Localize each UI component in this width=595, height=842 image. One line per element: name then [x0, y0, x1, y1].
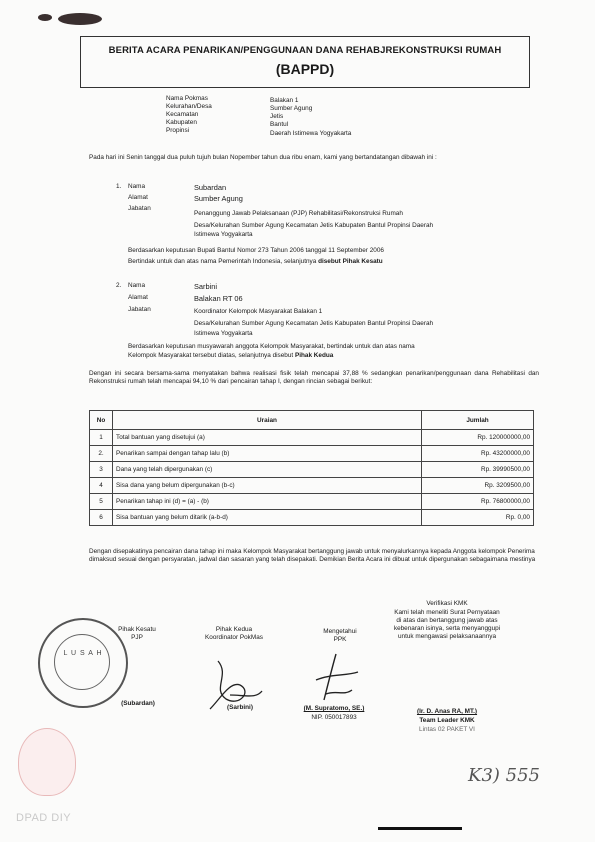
column-header: Jumlah: [422, 411, 534, 430]
row-description: Penarikan sampai dengan tahap lalu (b): [113, 446, 422, 462]
party-role: [128, 352, 333, 360]
party-role: [128, 258, 383, 266]
table-row: [90, 430, 534, 446]
party-address: Balakan RT 06: [194, 294, 243, 303]
document-abbreviation: (BAPPD): [275, 61, 335, 77]
party-role-text: Kelompok Masyarakat tersebut diatas, selanjutnya disebut: [128, 352, 295, 359]
signature-name: (Subardan): [121, 700, 155, 707]
archive-logo: [18, 728, 76, 796]
table-row: [90, 510, 534, 526]
identity-value: Balakan 1: [270, 97, 299, 104]
party-decree: Berdasarkan keputusan musyawarah anggota Kelompok Masyarakat, bertindak untuk dan atas nama: [128, 343, 415, 350]
field-label: Alamat: [128, 294, 148, 301]
bottom-bar: [378, 827, 462, 830]
realization-paragraph: Dengan ini secara bersama-sama menyatakan bahwa realisasi fisik telah mencapai 37,88 % sedangkan penarikan/penggunaan dana Rehabilitasi dan Rekonstruksi rumah telah mencapai 94,10 % dari pencairan tahap I, dengan rincian sebagai berikut:: [89, 370, 539, 385]
table-row: [90, 478, 534, 494]
field-label: Nama: [128, 183, 146, 190]
party-decree: Berdasarkan keputusan Bupati Bantul Nomor 273 Tahun 2006 tanggal 11 September 2006: [128, 247, 384, 254]
row-amount: Rp. 3209500,00: [422, 478, 534, 494]
table-row: [90, 494, 534, 510]
field-label: Jabatan: [128, 306, 151, 313]
row-description: Sisa bantuan yang belum ditarik (a-b-d): [113, 510, 422, 526]
row-description: Penarikan tahap ini (d) = (a) - (b): [113, 494, 422, 510]
closing-paragraph: Dengan disepakatinya pencairan dana tahap ini maka Kelompok Masyarakat bertanggung jawab untuk menyalurkannya kepada Anggota kelompok Penerima dimaksud sesuai dengan persyaratan, jadwal dan sasaran yang telah disepakati. Demikian Berita Acara ini dibuat untuk dipergunakan sebagaimana mestinya: [89, 548, 536, 563]
row-number: 3: [90, 462, 113, 478]
identity-value: Sumber Agung: [270, 105, 313, 112]
party-role-label: disebut Pihak Kesatu: [318, 258, 383, 265]
signature-block-kmk: [392, 600, 502, 641]
signature-title: Pihak Kedua: [215, 626, 253, 633]
signature-title: Mengetahui: [323, 628, 357, 635]
intro-paragraph: Pada hari ini Senin tanggal dua puluh tujuh bulan Nopember tahun dua ribu enam, kami yang bertandatangan dibawah ini :: [89, 154, 437, 161]
identity-label: Kecamatan: [166, 111, 199, 118]
field-label: Alamat: [128, 194, 148, 201]
signature-block-ppk: [300, 628, 380, 644]
archive-watermark: DPAD DIY: [16, 812, 72, 824]
row-number: 2.: [90, 446, 113, 462]
column-header: No: [90, 411, 113, 430]
row-amount: Rp. 120000000,00: [422, 430, 534, 446]
document-title: BERITA ACARA PENARIKAN/PENGGUNAAN DANA REHABJREKONSTRUKSI RUMAH: [108, 45, 502, 56]
party-name: Sarbini: [194, 282, 218, 291]
ink-smudge: [38, 14, 52, 21]
column-header: Uraian: [113, 411, 422, 430]
title-box: [80, 36, 530, 88]
signature-subtitle: PPK: [333, 636, 347, 643]
signature-nip: NIP. 050017893: [311, 714, 357, 721]
row-description: Dana yang telah dipergunakan (c): [113, 462, 422, 478]
party-position: Desa/Kelurahan Sumber Agung Kecamatan Jetis Kabupaten Bantul Propinsi Daerah: [194, 320, 434, 327]
stamp-inner-ring: [54, 634, 110, 690]
signature-subtitle: Koordinator PokMas: [205, 634, 263, 641]
row-number: 4: [90, 478, 113, 494]
handwritten-note: K3) 555: [468, 765, 540, 786]
identity-label: Propinsi: [166, 127, 190, 134]
stamp-text: L U S A H: [63, 650, 103, 657]
row-amount: Rp. 43200000,00: [422, 446, 534, 462]
party-role-text: Bertindak untuk dan atas nama Pemerintah Indonesia, selanjutnya: [128, 258, 319, 265]
party-position: Istimewa Yogyakarta: [194, 330, 253, 337]
row-number: 5: [90, 494, 113, 510]
table-header-row: [90, 411, 534, 430]
field-label: Nama: [128, 282, 146, 289]
party-position: Istimewa Yogyakarta: [194, 231, 253, 238]
row-description: Total bantuan yang disetujui (a): [113, 430, 422, 446]
party-role-label: Pihak Kedua: [294, 352, 334, 359]
identity-label: Kelurahan/Desa: [166, 103, 212, 110]
fund-table: [89, 410, 534, 526]
party-position: Penanggung Jawab Pelaksanaan (PJP) Rehabilitasi/Rekonstruksi Rumah: [194, 210, 403, 217]
handwritten-signature: [306, 650, 366, 706]
party-name: Subardan: [194, 183, 227, 192]
identity-value: Jetis: [270, 113, 284, 120]
row-amount: Rp. 0,00: [422, 510, 534, 526]
identity-label: Kabupaten: [166, 119, 197, 126]
row-number: 1: [90, 430, 113, 446]
signature-name: (Ir. D. Anas RA, MT.): [416, 708, 478, 715]
signature-title: Verifikasi KMK: [426, 600, 468, 607]
identity-value: Daerah Istimewa Yogyakarta: [270, 130, 352, 137]
signature-name: (M. Supratomo, SE.): [303, 705, 365, 712]
row-number: 6: [90, 510, 113, 526]
verification-statement: Kami telah meneliti Surat Pernyataan di atas dan bertanggung jawab atas kebenaran isinya, serta menyanggupi untuk mengawasi pelaksanaannya: [393, 609, 501, 640]
signature-role: Team Leader KMK: [419, 717, 475, 724]
party-number: 1.: [116, 183, 122, 190]
identity-value: Bantul: [270, 121, 289, 128]
table-row: [90, 462, 534, 478]
official-stamp: [38, 618, 128, 708]
field-label: Jabatan: [128, 205, 151, 212]
signature-name: (Sarbini): [227, 704, 253, 711]
party-number: 2.: [116, 282, 122, 289]
ink-smudge: [58, 13, 102, 25]
row-description: Sisa dana yang belum dipergunakan (b-c): [113, 478, 422, 494]
signature-subtitle: PJP: [131, 634, 143, 641]
signature-unit: Lintas 02 PAKET VI: [419, 726, 475, 733]
signature-title: Pihak Kesatu: [118, 626, 156, 633]
row-amount: Rp. 39990500,00: [422, 462, 534, 478]
signature-block-kedua: [184, 626, 284, 642]
row-amount: Rp. 76800000,00: [422, 494, 534, 510]
party-position: Desa/Kelurahan Sumber Agung Kecamatan Jetis Kabupaten Bantul Propinsi Daerah: [194, 222, 434, 229]
identity-label: Nama Pokmas: [166, 95, 208, 102]
party-position: Koordinator Kelompok Masyarakat Balakan 1: [194, 308, 323, 315]
table-row: [90, 446, 534, 462]
party-address: Sumber Agung: [194, 194, 243, 203]
